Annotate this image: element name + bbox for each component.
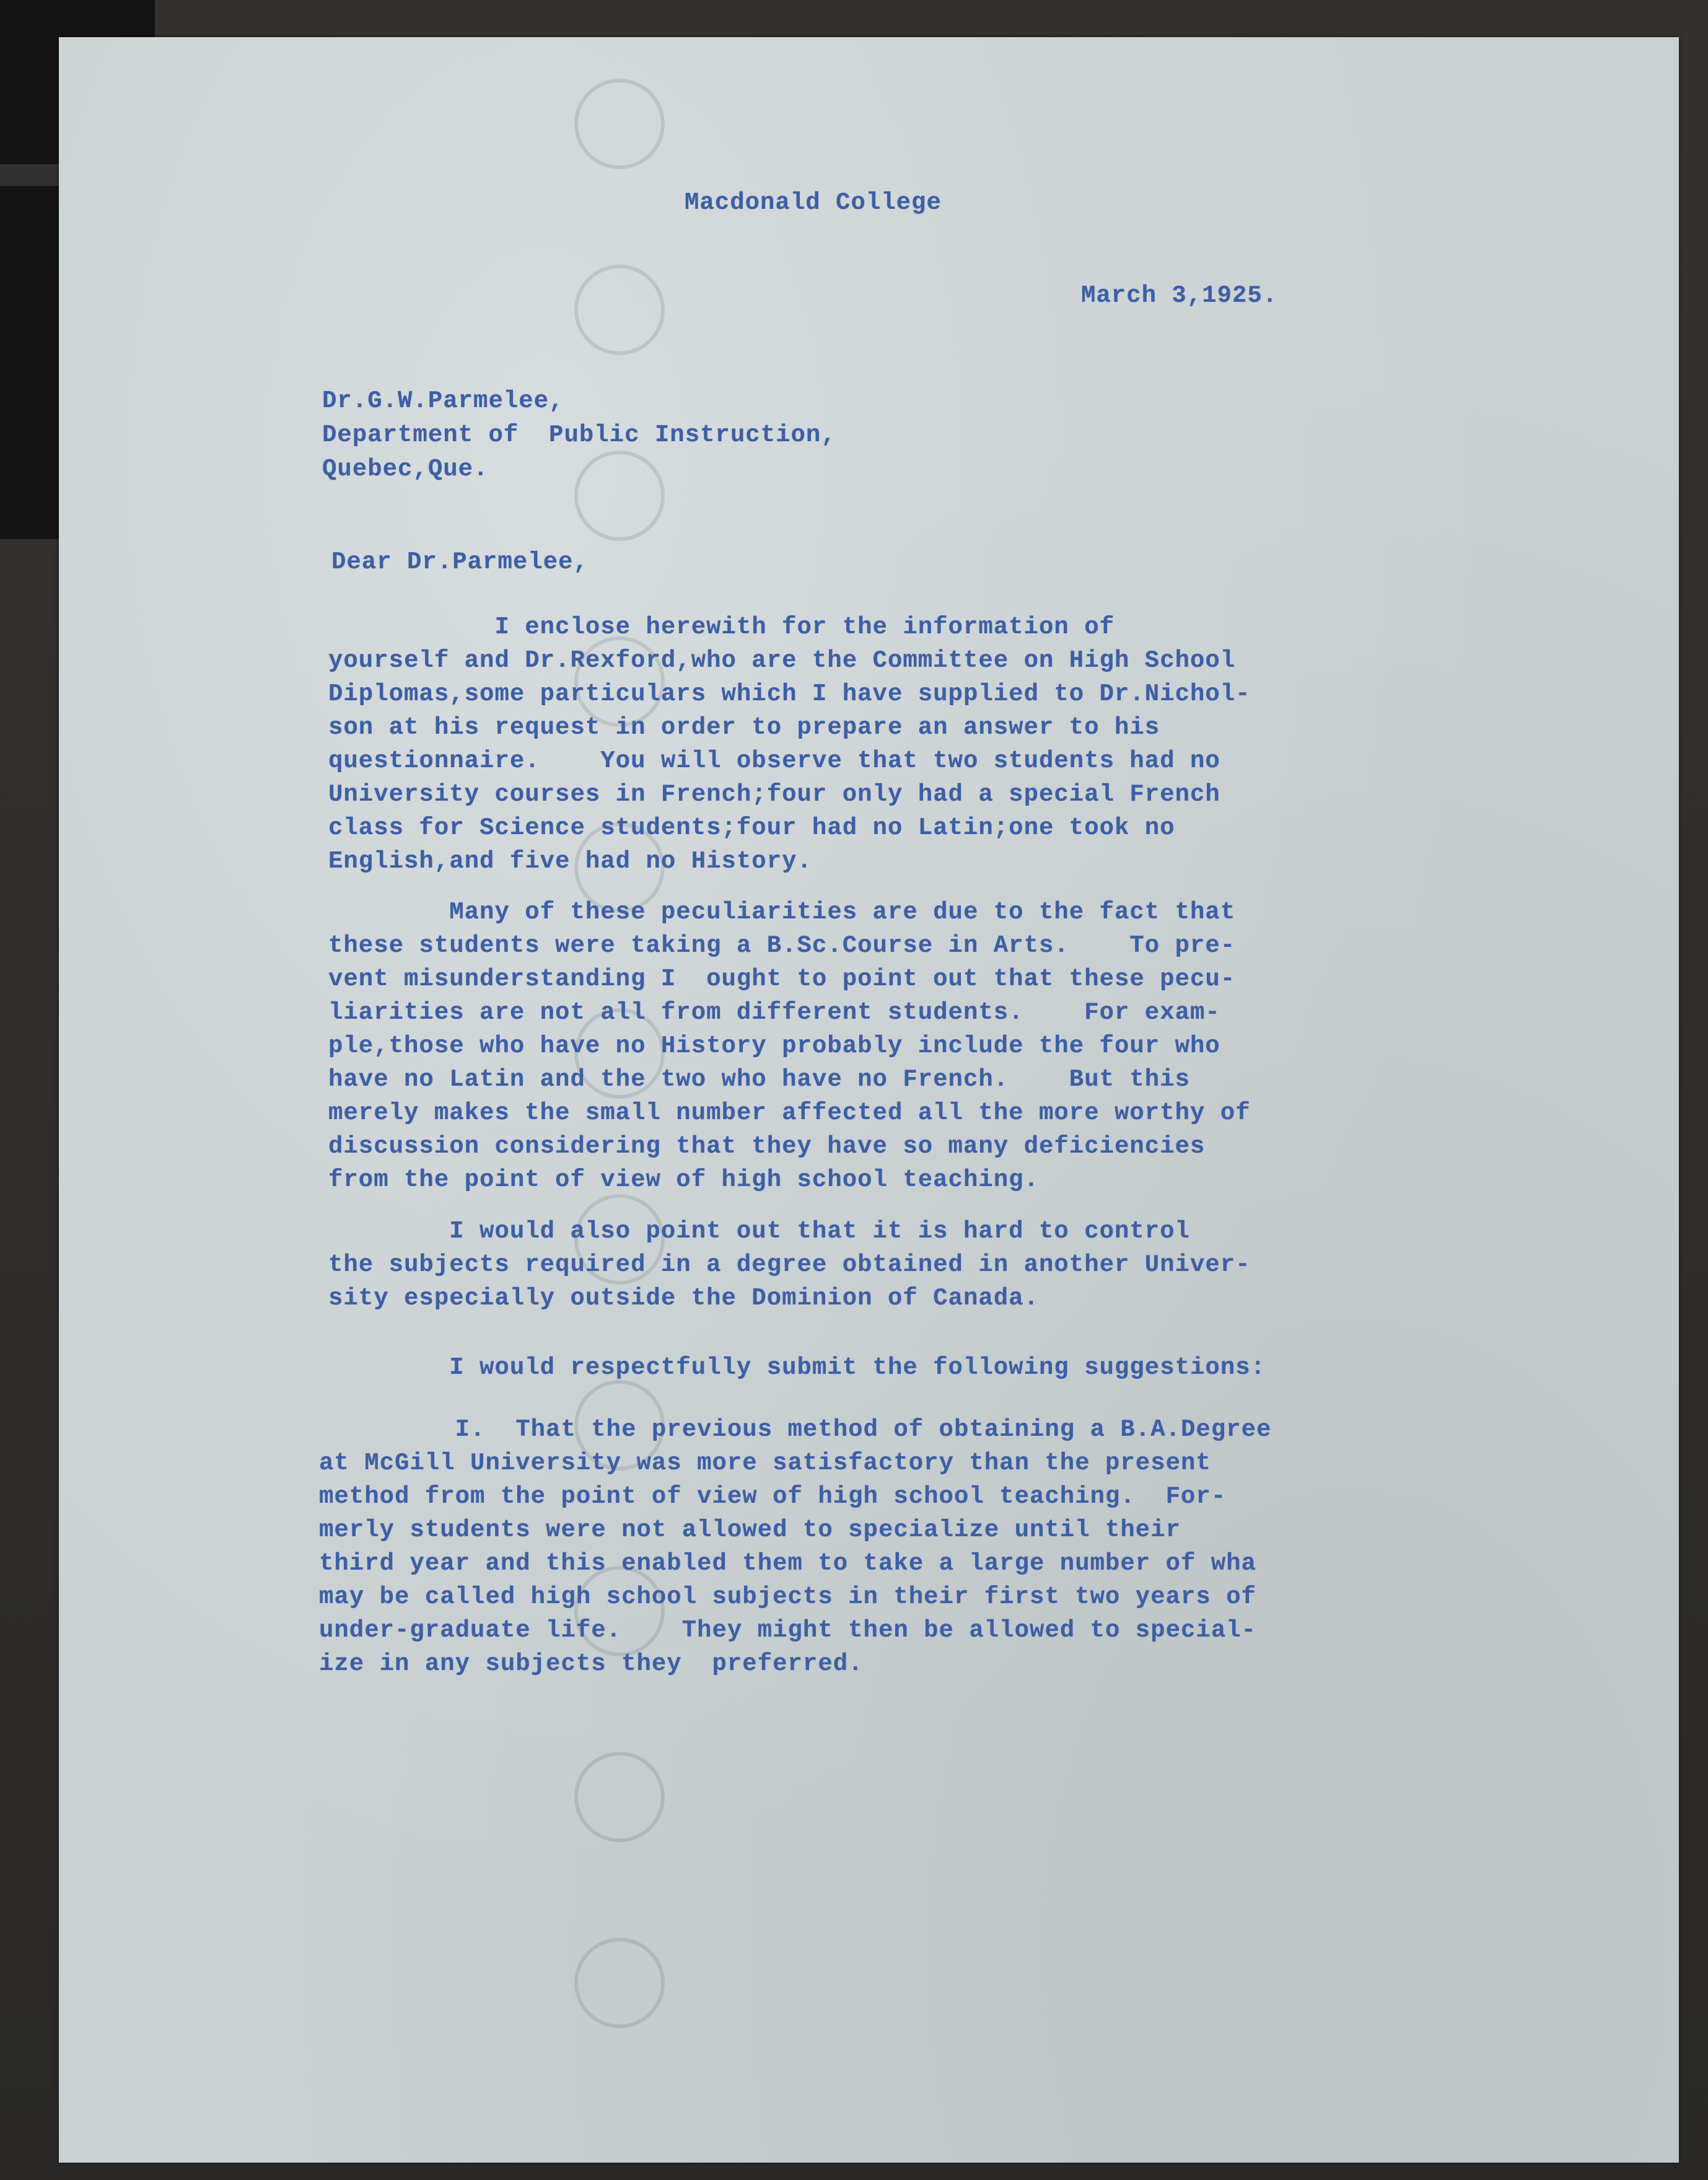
- paragraph-line: ple,those who have no History probably include the four who: [328, 1032, 1220, 1060]
- paragraph-line: yourself and Dr.Rexford,who are the Committee on High School: [328, 647, 1236, 674]
- paragraph-line: at McGill University was more satisfactory than the present: [319, 1449, 1211, 1477]
- paragraph-line: Many of these peculiarities are due to the fact that: [328, 899, 1236, 926]
- paragraph-line: sity especially outside the Dominion of Canada.: [328, 1285, 1039, 1312]
- paragraph-line: under-graduate life. They might then be allowed to special-: [319, 1617, 1257, 1644]
- recipient-name: Dr.G.W.Parmelee,: [322, 387, 564, 415]
- paragraph-suggestion-one: [319, 1413, 1271, 1681]
- paragraph-line: may be called high school subjects in their first two years of: [319, 1583, 1257, 1611]
- paragraph-line: vent misunderstanding I ought to point out that these pecu-: [328, 965, 1236, 993]
- paragraph-line: class for Science students;four had no Latin;one took no: [328, 814, 1175, 842]
- paragraph-line: English,and five had no History.: [328, 848, 812, 875]
- paragraph-line: method from the point of view of high school teaching. For-: [319, 1483, 1227, 1510]
- recipient-city: Quebec,Que.: [322, 455, 489, 483]
- letter-date: March 3,1925.: [1081, 282, 1278, 309]
- paragraph-line: Diplomas,some particulars which I have supplied to Dr.Nichol-: [328, 680, 1251, 708]
- paragraph-suggestions-intro: [328, 1351, 1266, 1384]
- salutation: Dear Dr.Parmelee,: [331, 548, 589, 576]
- paragraph-control: [328, 1215, 1251, 1315]
- paragraph-line: son at his request in order to prepare an answer to his: [328, 714, 1160, 741]
- paragraph-line: third year and this enabled them to take a large number of wha: [319, 1550, 1257, 1577]
- paragraph-line: questionnaire. You will observe that two students had no: [328, 747, 1220, 775]
- letterhead: Macdonald College: [685, 189, 942, 216]
- paragraph-line: I would respectfully submit the following suggestions:: [328, 1354, 1266, 1381]
- paragraph-line: University courses in French;four only had a special French: [328, 781, 1220, 808]
- paragraph-line: from the point of view of high school teaching.: [328, 1166, 1039, 1193]
- paragraph-line: I would also point out that it is hard to control: [328, 1218, 1191, 1245]
- paragraph-line: I. That the previous method of obtaining a B.A.Degree: [319, 1416, 1272, 1443]
- paragraph-peculiarities: [328, 895, 1251, 1197]
- paragraph-line: these students were taking a B.Sc.Course in Arts. To pre-: [328, 932, 1236, 959]
- paragraph-line: liarities are not all from different students. For exam-: [328, 999, 1220, 1026]
- paragraph-line: merly students were not allowed to specialize until their: [319, 1516, 1181, 1544]
- recipient-department: Department of Public Instruction,: [322, 421, 836, 449]
- paragraph-line: merely makes the small number affected all the more worthy of: [328, 1099, 1251, 1127]
- paragraph-line: ize in any subjects they preferred.: [319, 1650, 864, 1677]
- paragraph-line: the subjects required in a degree obtained in another Univer-: [328, 1251, 1251, 1278]
- paragraph-line: have no Latin and the two who have no French. But this: [328, 1066, 1191, 1093]
- paragraph-enclosure: [328, 610, 1251, 878]
- paragraph-line: discussion considering that they have so many deficiencies: [328, 1133, 1206, 1160]
- paragraph-line: I enclose herewith for the information of: [328, 613, 1115, 641]
